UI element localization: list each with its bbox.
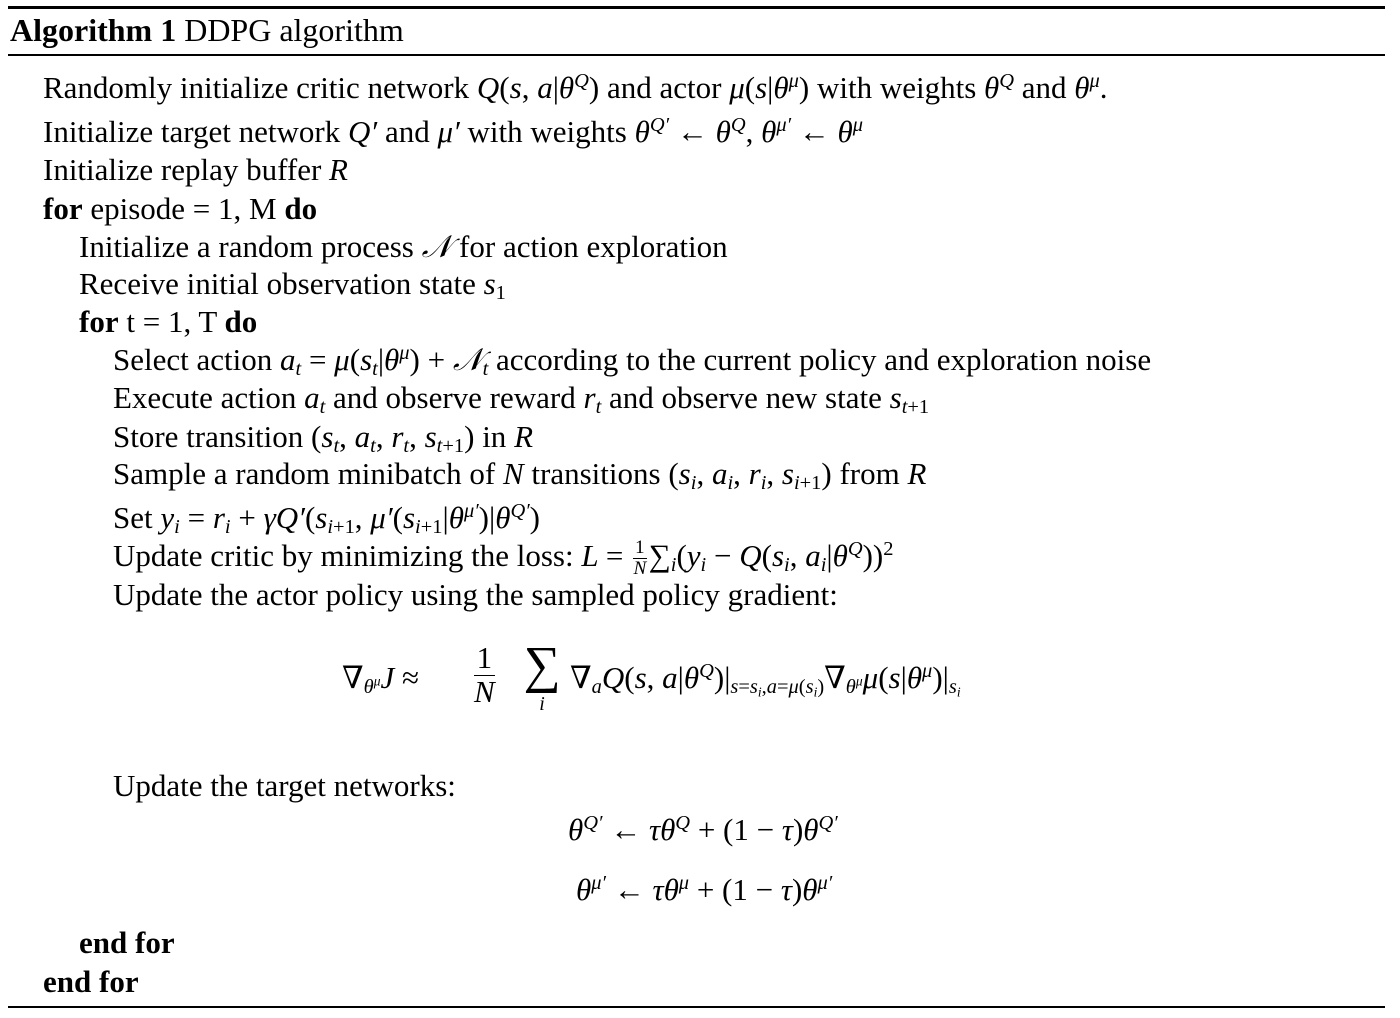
text: according to the current policy and exploration noise [496, 342, 1152, 377]
math-one-over-n: $\frac{1}{N}$ [474, 640, 495, 709]
line-end-for-inner [79, 925, 175, 961]
keyword-do: do [224, 304, 258, 339]
math-transition: ($s_t$, $a_t$, $r_t$, $s_{t+1}$) [311, 419, 475, 458]
line-update-target [113, 768, 456, 804]
text: Randomly initialize critic network [43, 70, 470, 105]
math-q-prime: Q′ [348, 114, 378, 149]
keyword-end-for: end for [79, 925, 175, 960]
math-rt: $r_t$ [583, 380, 602, 419]
math-s1: $s_1$ [483, 266, 506, 305]
line-init-critic-actor: Randomly initialize critic network Q(s, $a|\theta^Q$) and actor $\mu(s|\theta^\mu)$ with weights $\theta^Q$ and $\theta^\mu$. [43, 69, 1108, 105]
text: Select action [113, 342, 273, 377]
math-r: R [329, 152, 348, 187]
text: and observe reward [333, 380, 576, 415]
text: Update the target networks: [113, 768, 456, 803]
math-r: R [907, 456, 927, 491]
line-select-action [113, 341, 1152, 381]
text: Receive initial observation state [79, 266, 476, 301]
math-sample: ($s_i$, $a_i$, $r_i$, $s_{i+1}$) [668, 456, 832, 495]
line-init-target [43, 114, 863, 150]
text: from [839, 456, 900, 491]
text: and [384, 114, 430, 149]
math-grad-j: $\nabla_{\theta^\mu}J$ ≈ [342, 660, 420, 699]
keyword-for: for [79, 304, 119, 339]
text: and observe new state [609, 380, 882, 415]
text: transitions [531, 456, 661, 491]
math-action: $a_t = \mu(s_t|\theta^\mu)$ + 𝒩$_t$ [280, 341, 489, 381]
math-at: $a_t$ [304, 380, 326, 419]
text: and [1021, 70, 1067, 105]
math-yi: $y_i = r_i + \gamma Q'(s_{i+1}$, $\mu'(s_{i+1}|\theta^{\mu'})|\theta^{Q'}$) [160, 499, 540, 539]
keyword-do: do [284, 191, 318, 226]
line-update-critic [113, 538, 893, 580]
bottom-rule [8, 1006, 1385, 1008]
math-q: Q(s, $a|\theta^Q$) [476, 69, 600, 105]
line-init-replay [43, 152, 348, 188]
text: Update the actor policy using the sampled policy gradient: [113, 577, 838, 612]
text: Set [113, 500, 153, 535]
text: t = 1, T [126, 304, 217, 339]
keyword-for: for [43, 191, 83, 226]
algorithm-title: DDPG algorithm [184, 12, 404, 48]
math-r: R [514, 419, 533, 454]
text: and actor [606, 70, 722, 105]
math-theta-q: $\theta^Q$ [984, 69, 1015, 105]
text: Update critic by minimizing the loss: [113, 538, 574, 573]
text: in [482, 419, 507, 454]
line-for-episode [43, 191, 317, 227]
keyword-end-for: end for [43, 964, 139, 999]
line-execute-action [113, 380, 930, 419]
line-receive-state [79, 266, 506, 305]
text: with weights [816, 70, 977, 105]
text: Initialize target network [43, 114, 341, 149]
line-for-t [79, 304, 257, 340]
math-target-mu-update: $\theta^{\mu'}$ ← $\tau\theta^\mu + (1 - \tau)\theta^{\mu'}$ [576, 871, 833, 907]
math-target-q-update: $\theta^{Q'}$ ← $\tau\theta^Q + (1 - \tau)\theta^{Q'}$ [568, 811, 838, 847]
line-init-process [79, 229, 728, 265]
text: for action exploration [459, 229, 728, 264]
top-rule [8, 6, 1385, 9]
text: Initialize a random process [79, 229, 414, 264]
math-n: N [502, 456, 524, 491]
line-update-actor [113, 577, 838, 613]
algorithm-label: Algorithm 1 [10, 12, 177, 48]
text: Store transition [113, 419, 304, 454]
text: Execute action [113, 380, 297, 415]
math-theta-mu: $\theta^\mu$ [1074, 69, 1100, 105]
line-end-for-outer [43, 964, 139, 1000]
line-set-target [113, 499, 540, 539]
text: Sample a random minibatch of [113, 456, 496, 491]
math-st1: $s_{t+1}$ [889, 380, 930, 419]
math-n-cal: 𝒩 [421, 229, 452, 265]
math-mu-prime: μ′ [437, 114, 460, 149]
policy-gradient-equation [342, 630, 1242, 740]
math-target-assign: $\theta^{Q'}$ ← $\theta^Q$, $\theta^{\mu'}$ ← $\theta^\mu$ [634, 113, 864, 149]
line-store-transition [113, 419, 533, 458]
line-sample-minibatch [113, 456, 927, 495]
math-sum: ∑ i [523, 637, 561, 715]
algorithm-header [10, 10, 404, 50]
math-mu: $\mu(s|\theta^\mu)$ [729, 69, 810, 105]
text: episode = 1, M [90, 191, 277, 226]
text: with weights [467, 114, 627, 149]
math-grad-body: $\nabla_aQ(s$, $a|\theta^Q)|_{s=s_i,a=\mu(s_i)}\nabla_{\theta^\mu}\mu(s|\theta^\mu)|_{s_i}$ [570, 659, 961, 700]
text: Initialize replay buffer [43, 152, 322, 187]
math-loss: L = $\frac{1}{N}$ $\sum_i(y_i - Q(s_i$, $a_i|\theta^Q))^2$ [581, 537, 894, 580]
header-rule [8, 54, 1385, 56]
